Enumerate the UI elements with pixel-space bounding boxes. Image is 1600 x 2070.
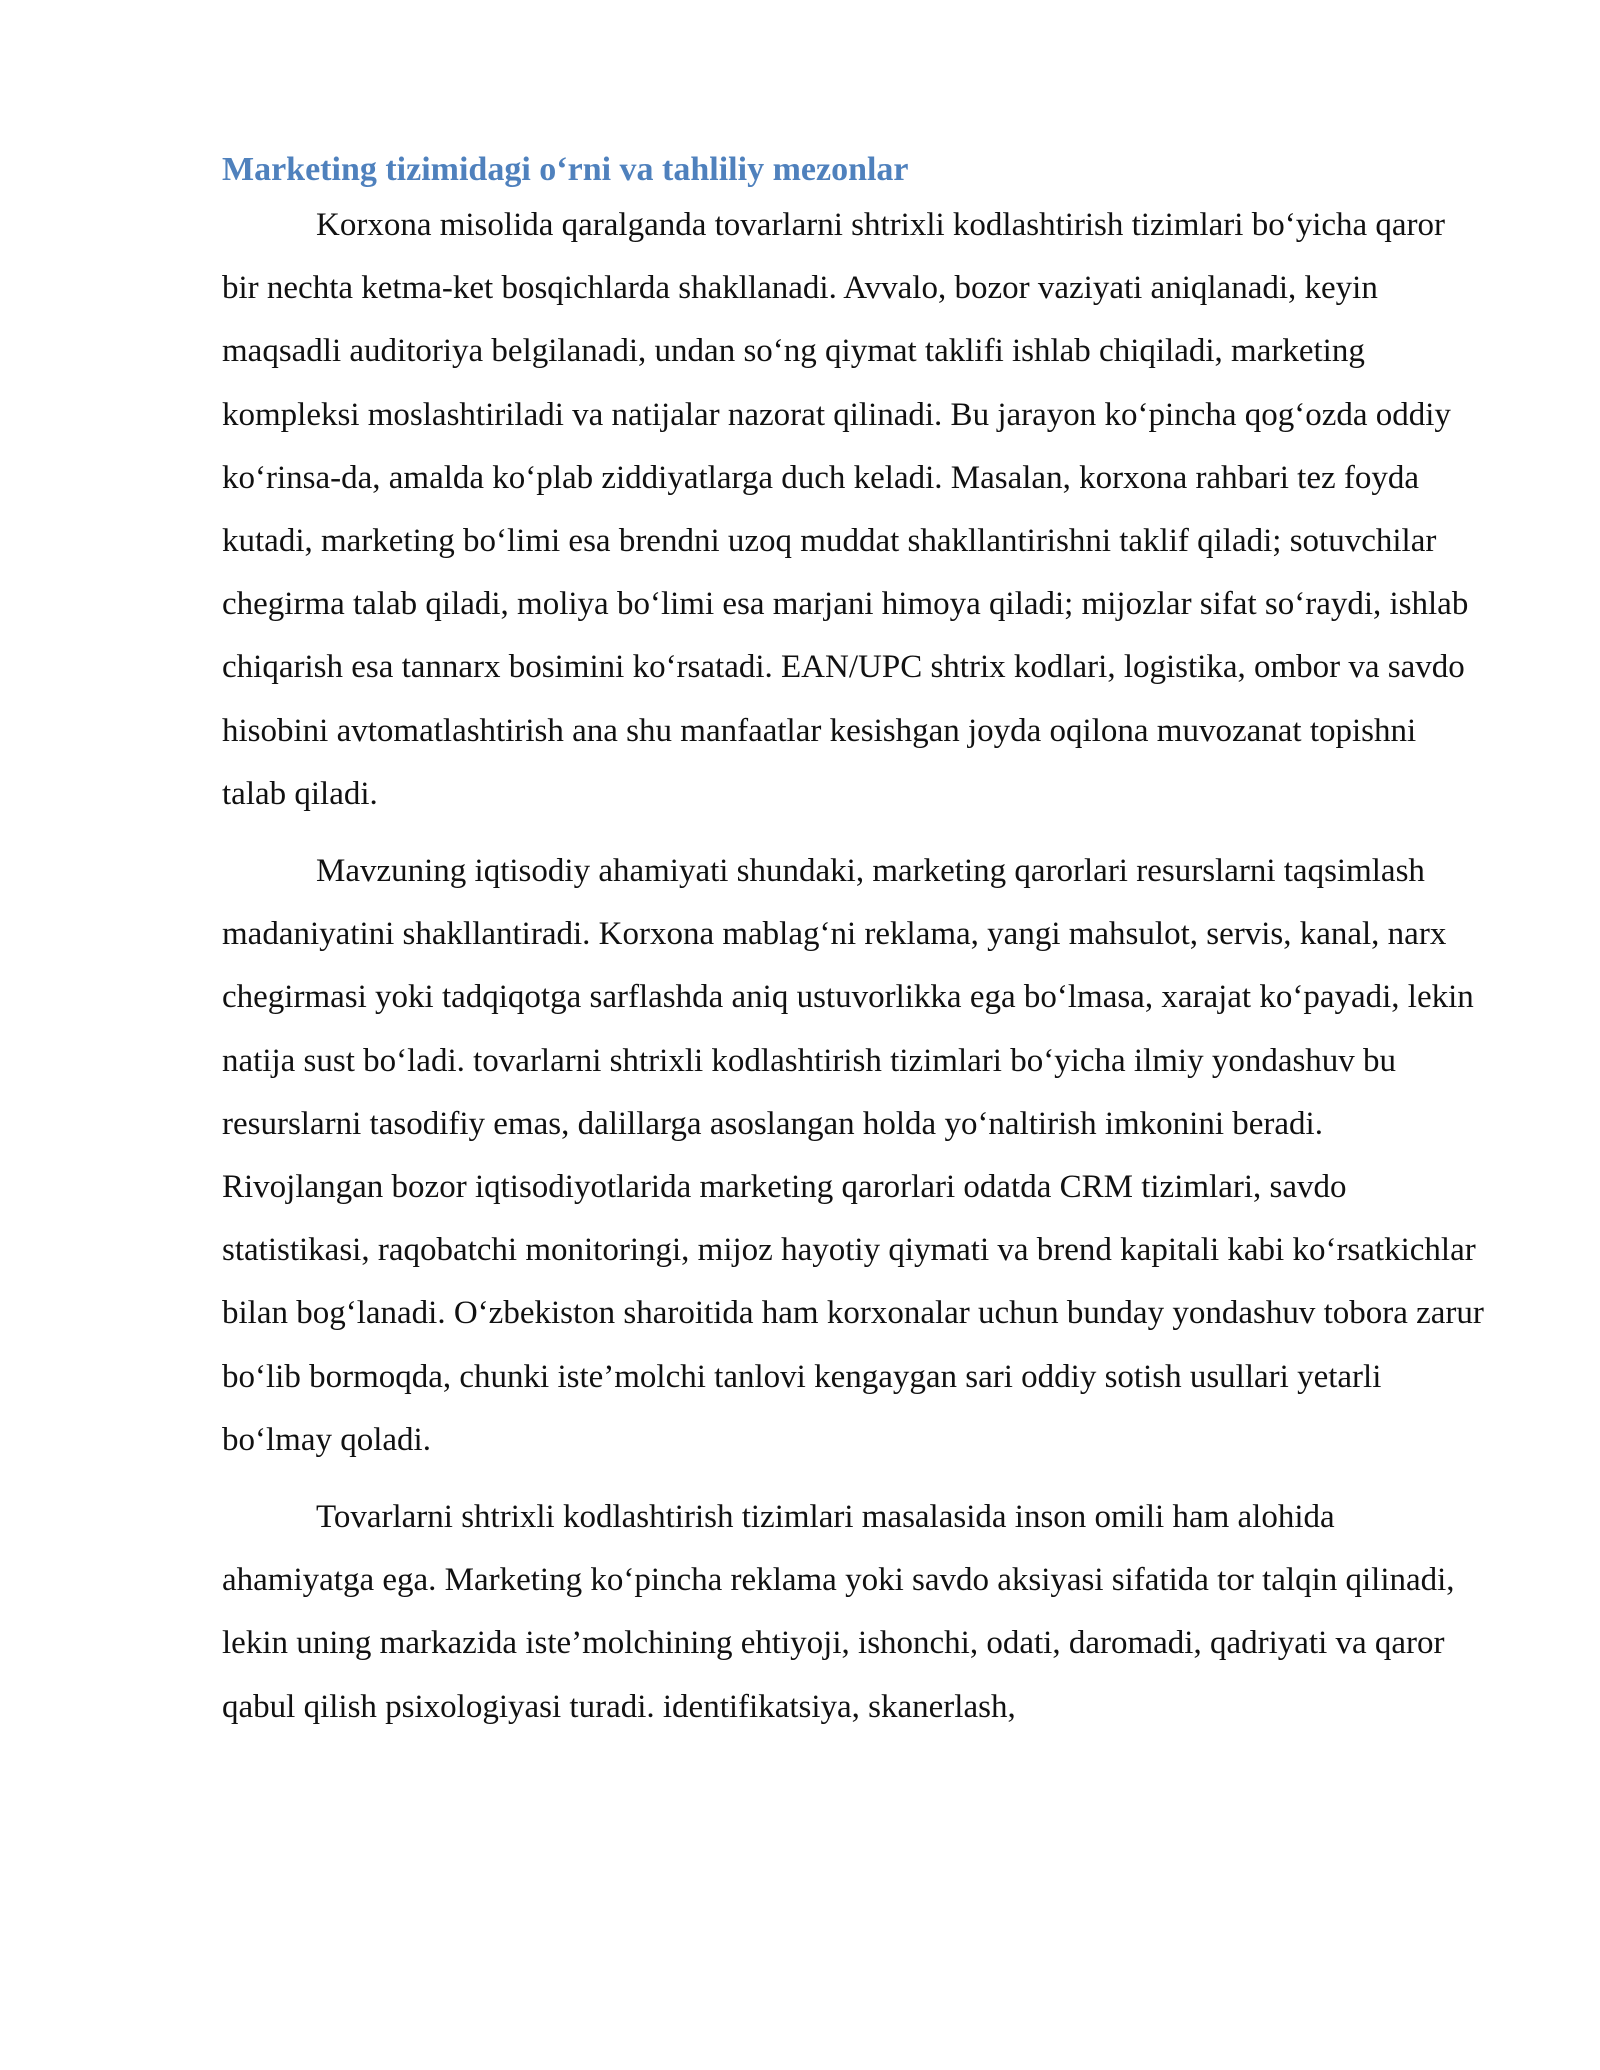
paragraph-2: Mavzuning iqtisodiy ahamiyati shundaki, marketing qarorlari resurslarni taqsimlash madaniyatini shakllantiradi. Korxona mablag‘ni reklama, yangi mahsulot, servis, kanal, narx chegirmasi yoki tadqiqotga sarflashda aniq ustuvorlikka ega bo‘lmasa, xarajat ko‘payadi, lekin natija sust bo‘ladi. tovarlarni shtrixli kodlashtirish tizimlari bo‘yicha ilmiy yondashuv bu resurslarni tasodifiy emas, dalillarga asoslangan holda yo‘naltirish imkonini beradi. Rivojlangan bozor iqtisodiyotlarida marketing qarorlari odatda CRM tizimlari, savdo statistikasi, raqobatchi monitoringi, mijoz hayotiy qiymati va brend kapitali kabi ko‘rsatkichlar bilan bog‘lanadi. O‘zbekiston sharoitida ham korxonalar uchun bunday yondashuv tobora zarur bo‘lib bormoqda, chunki iste’molchi tanlovi kengaygan sari oddiy sotish usullari yetarli bo‘lmay qoladi. xyxy=(222,853,1484,1458)
paragraph-1: Korxona misolida qaralganda tovarlarni shtrixli kodlashtirish tizimlari bo‘yicha qaror bir nechta ketma-ket bosqichlarda shakllanadi. Avvalo, bozor vaziyati aniqlanadi, keyin maqsadli auditoriya belgilanadi, undan so‘ng qiymat taklifi ishlab chiqiladi, marketing kompleksi moslashtiriladi va natijalar nazorat qilinadi. Bu jarayon ko‘pincha qog‘ozda oddiy ko‘rinsa-da, amalda ko‘plab ziddiyatlarga duch keladi. Masalan, korxona rahbari tez foyda kutadi, marketing bo‘limi esa brendni uzoq muddat shakllantirishni taklif qiladi; sotuvchilar chegirma talab qiladi, moliya bo‘limi esa marjani himoya qiladi; mijozlar sifat so‘raydi, ishlab chiqarish esa tannarx bosimini ko‘rsatadi. EAN/UPC shtrix kodlari, logistika, ombor va savdo hisobini avtomatlashtirish ana shu manfaatlar kesishgan joyda oqilona muvozanat topishni talab qiladi. xyxy=(222,207,1469,812)
section-heading: Marketing tizimidagi o‘rni va tahliliy mezonlar xyxy=(222,151,909,188)
document-body xyxy=(222,146,1488,1739)
paragraph-3: Tovarlarni shtrixli kodlashtirish tizimlari masalasida inson omili ham alohida ahamiyatga ega. Marketing ko‘pincha reklama yoki savdo aksiyasi sifatida tor talqin qilinadi, lekin uning markazida iste’molchining ehtiyoji, ishonchi, odati, daromadi, qadriyati va qaror qabul qilish psixologiyasi turadi. identifikatsiya, skanerlash, xyxy=(222,1499,1455,1725)
